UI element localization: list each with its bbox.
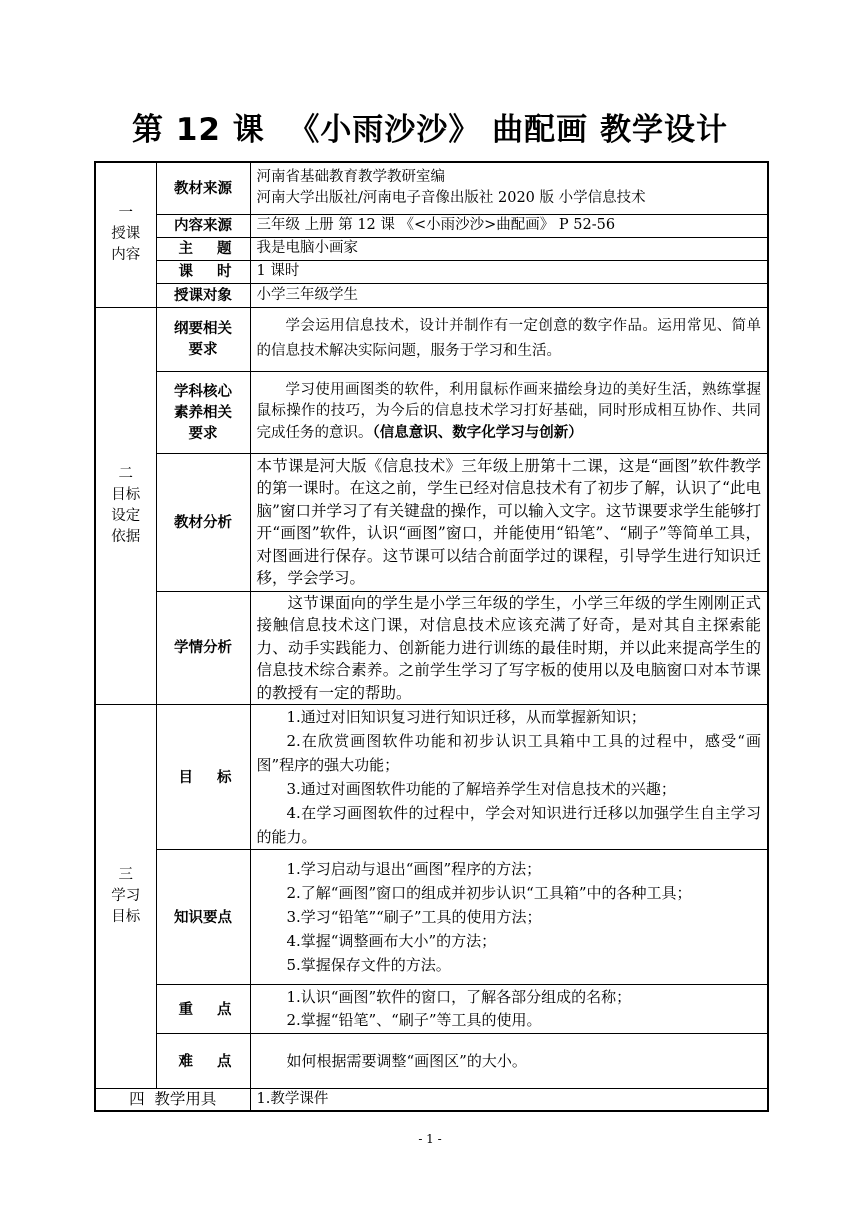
label-topic: 主题	[156, 237, 250, 260]
value-textbook-source: 河南省基础教育教学教研室编 河南大学出版社/河南电子音像出版社 2020 版 小学信息技术	[250, 162, 768, 214]
label-textbook-source: 教材来源	[156, 162, 250, 214]
value-focus	[250, 985, 768, 1034]
goal-item: 1.通过对旧知识复习进行知识迁移，从而掌握新知识；	[286, 708, 646, 726]
value-key-points	[250, 850, 768, 985]
goal-item: 3.通过对画图软件功能的了解培养学生对信息技术的兴趣；	[286, 780, 676, 798]
label-core-literacy: 学科核心 素养相关 要求	[156, 371, 250, 453]
row-textbook-analysis	[95, 453, 768, 591]
value-hours: 1 课时	[250, 260, 768, 283]
row-core-literacy	[95, 371, 768, 453]
key-point-item: 1.学习启动与退出“画图”程序的方法；	[286, 860, 542, 878]
goal-item: 2.在欣赏画图软件功能和初步认识工具箱中工具的过程中，感受“画图”程序的强大功能；	[256, 732, 761, 774]
value-content-source: 三年级 上册 第 12 课 《<小雨沙沙>曲配画》 P 52-56	[250, 214, 768, 237]
focus-item: 1.认识“画图”软件的窗口，了解各部分组成的名称；	[286, 988, 632, 1006]
focus-item: 2.掌握“铅笔”、“刷子”等工具的使用。	[286, 1011, 542, 1029]
key-point-item: 4.掌握“调整画布大小”的方法；	[286, 932, 497, 950]
section-1-label: 一 授课 内容	[95, 162, 156, 307]
value-textbook-analysis: 本节课是河大版《信息技术》三年级上册第十二课，这是“画图”软件教学的第一课时。在这之前，学生已经对信息技术有了初步了解，认识了“此电脑”窗口并学习了有关键盘的操作，可以输入文字。这节课要求学生能够打开“画图”软件，认识“画图”窗口，并能使用“铅笔”、“刷子”等简单工具，对图画进行保存。这节课可以结合前面学过的课程，引导学生进行知识迁移，学会学习。	[250, 453, 768, 591]
value-goals	[250, 705, 768, 850]
row-learner-analysis	[95, 591, 768, 705]
value-teaching-tools: 1.教学课件	[250, 1089, 768, 1112]
row-goals	[95, 705, 768, 850]
label-learner-analysis: 学情分析	[156, 591, 250, 705]
label-outline: 纲要相关 要求	[156, 307, 250, 371]
page-number: - 1 -	[418, 1132, 442, 1146]
row-difficulty	[95, 1034, 768, 1089]
row-outline	[95, 307, 768, 371]
document-title: 第 12 课 《小雨沙沙》 曲配画 教学设计	[132, 112, 728, 148]
core-literacy-tags: （信息意识、数字化学习与创新）	[372, 424, 583, 441]
section-4-label: 四 教学用具	[95, 1089, 250, 1112]
key-point-item: 3.学习“铅笔”“刷子”工具的使用方法；	[286, 908, 542, 926]
row-content-source	[95, 214, 768, 237]
label-content-source: 内容来源	[156, 214, 250, 237]
label-textbook-analysis: 教材分析	[156, 453, 250, 591]
lesson-design-table	[94, 161, 769, 1112]
goal-item: 4.在学习画图软件的过程中，学会对知识进行迁移以加强学生自主学习的能力。	[256, 804, 761, 846]
row-textbook-source	[95, 162, 768, 214]
row-audience	[95, 283, 768, 307]
value-outline: 学会运用信息技术，设计并制作有一定创意的数字作品。运用常见、简单的信息技术解决实际问题，服务于学习和生活。	[250, 307, 768, 371]
label-key-points: 知识要点	[156, 850, 250, 985]
value-learner-analysis: 这节课面向的学生是小学三年级的学生，小学三年级的学生刚刚正式接触信息技术这门课，对信息技术应该充满了好奇，是对其自主探索能力、动手实践能力、创新能力进行训练的最佳时期，并以此来提高学生的信息技术综合素养。之前学生学习了写字板的使用以及电脑窗口对本节课的教授有一定的帮助。	[250, 591, 768, 705]
row-hours	[95, 260, 768, 283]
value-audience: 小学三年级学生	[250, 283, 768, 307]
row-topic	[95, 237, 768, 260]
label-audience: 授课对象	[156, 283, 250, 307]
label-goals: 目标	[156, 705, 250, 850]
label-hours: 课时	[156, 260, 250, 283]
row-teaching-tools	[95, 1089, 768, 1112]
value-topic: 我是电脑小画家	[250, 237, 768, 260]
row-key-points	[95, 850, 768, 985]
label-difficulty: 难点	[156, 1034, 250, 1089]
label-focus: 重点	[156, 985, 250, 1034]
key-point-item: 2.了解“画图”窗口的组成并初步认识“工具箱”中的各种工具；	[286, 884, 692, 902]
value-difficulty: 如何根据需要调整“画图区”的大小。	[250, 1034, 768, 1089]
key-point-item: 5.掌握保存文件的方法。	[286, 956, 451, 974]
row-focus	[95, 985, 768, 1034]
section-2-label: 二 目标 设定 依据	[95, 307, 156, 705]
value-core-literacy: 学习使用画图类的软件，利用鼠标作画来描绘身边的美好生活，熟练掌握鼠标操作的技巧，为今后的信息技术学习打好基础，同时形成相互协作、共同完成任务的意识。（信息意识、数字化学习与创新）	[250, 371, 768, 453]
section-3-label: 三 学习 目标	[95, 705, 156, 1089]
